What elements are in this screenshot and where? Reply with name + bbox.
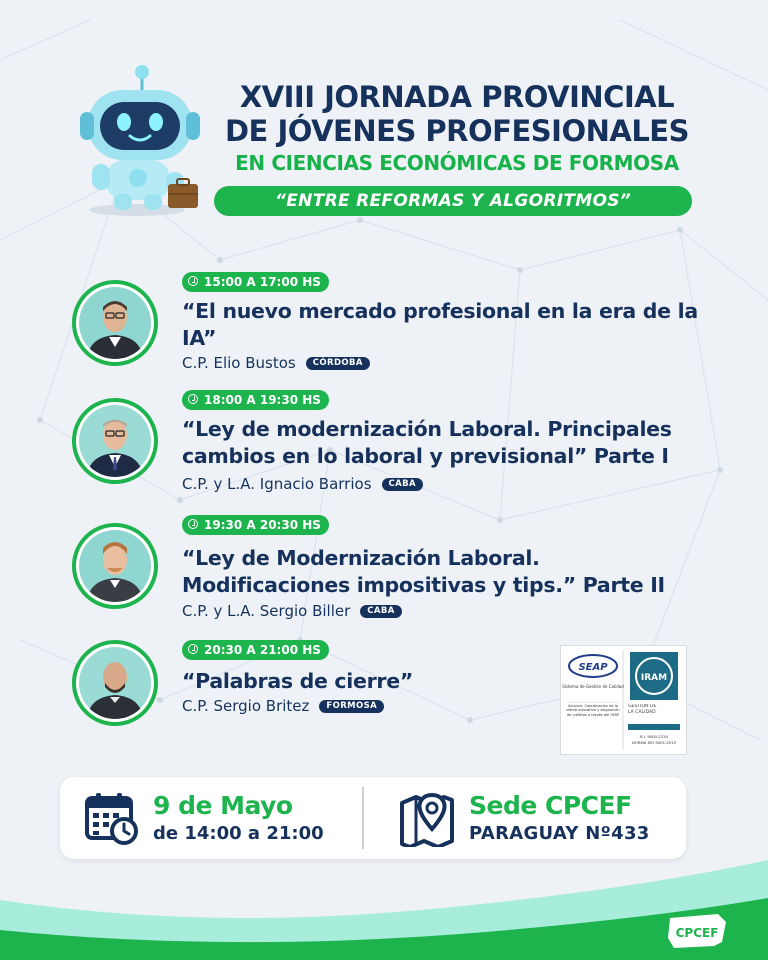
speaker-name: C.P. y L.A. Ignacio Barrios bbox=[182, 475, 372, 493]
bottom-wave-decoration bbox=[0, 860, 768, 960]
event-slogan-banner: “ENTRE REFORMAS Y ALGORITMOS” bbox=[214, 186, 692, 216]
speaker-photo bbox=[72, 523, 158, 609]
talk-time-badge bbox=[182, 390, 329, 410]
iram-caption: GESTION DE LA CALIDAD bbox=[628, 704, 657, 715]
calendar-clock-icon bbox=[84, 791, 140, 847]
talk-title: “El nuevo mercado profesional en la era de la IA” bbox=[182, 299, 698, 350]
talk-time: 18:00 A 19:30 HS bbox=[204, 393, 321, 407]
speaker-photo bbox=[72, 398, 158, 484]
talk-speaker-line bbox=[182, 697, 384, 715]
event-title-block bbox=[212, 80, 702, 176]
speaker-portrait-icon bbox=[79, 287, 151, 359]
iram-norm: NORMA ISO 9001:2015 bbox=[632, 740, 676, 745]
talk-time: 19:30 A 20:30 HS bbox=[204, 518, 321, 532]
speaker-location-badge: FORMOSA bbox=[319, 700, 384, 713]
event-hours: de 14:00 a 21:00 bbox=[153, 823, 324, 844]
talk-speaker-line bbox=[182, 354, 370, 372]
speaker-portrait-icon bbox=[79, 647, 151, 719]
clock-icon bbox=[188, 394, 198, 404]
iram-logo-text: IRAM bbox=[640, 673, 668, 683]
speaker-photo bbox=[72, 280, 158, 366]
event-subtitle: EN CIENCIAS ECONÓMICAS DE FORMOSA bbox=[235, 151, 679, 175]
seap-logo-text: SEAP bbox=[578, 662, 608, 673]
event-address: PARAGUAY Nº433 bbox=[469, 823, 650, 844]
clock-icon bbox=[188, 644, 198, 654]
clock-icon bbox=[188, 519, 198, 529]
talk-item bbox=[72, 268, 712, 372]
cpcef-logo-text: CPCEF bbox=[675, 926, 719, 940]
talk-title: “Ley de modernización Laboral. Principales cambios en lo laboral y previsional” Parte I bbox=[182, 417, 672, 468]
speaker-portrait-icon bbox=[79, 405, 151, 477]
talk-time-badge bbox=[182, 515, 329, 535]
speaker-location-badge: CABA bbox=[382, 478, 423, 491]
iram-cert-number: R.I. 9000-2234 bbox=[640, 734, 668, 739]
speaker-name: C.P. Sergio Britez bbox=[182, 697, 310, 715]
event-title-line-2: DE JÓVENES PROFESIONALES bbox=[224, 114, 690, 148]
speaker-location-badge: CABA bbox=[360, 605, 401, 618]
info-divider bbox=[362, 787, 364, 849]
event-info-bar bbox=[60, 777, 686, 859]
speaker-name: C.P. Elio Bustos bbox=[182, 354, 296, 372]
seap-caption: Sistema de Gestión de Calidad bbox=[562, 684, 624, 689]
talk-time-badge bbox=[182, 640, 329, 660]
talk-title: “Palabras de cierre” bbox=[182, 669, 413, 693]
speaker-location-badge: CÓRDOBA bbox=[306, 357, 370, 370]
speaker-photo bbox=[72, 640, 158, 726]
event-date: 9 de Mayo bbox=[153, 791, 293, 820]
talk-title: “Ley de Modernización Laboral. Modificaciones impositivas y tips.” Parte II bbox=[182, 546, 665, 597]
talk-time: 15:00 A 17:00 HS bbox=[204, 275, 321, 289]
talk-item bbox=[72, 390, 712, 493]
robot-mascot-illustration bbox=[72, 60, 202, 220]
quality-certification-logos bbox=[560, 645, 687, 755]
certification-seals-icon bbox=[561, 646, 686, 754]
talk-speaker-line bbox=[182, 602, 402, 620]
event-title-line-1: XVIII JORNADA PROVINCIAL bbox=[239, 80, 675, 114]
clock-icon bbox=[188, 276, 198, 286]
cpcef-logo bbox=[664, 912, 730, 950]
seap-scope-text: Alcance: Coordinación de la oferta educativa y asignación de créditos a través del SFAP bbox=[566, 704, 620, 717]
talk-time: 20:30 A 21:00 HS bbox=[204, 643, 321, 657]
speaker-portrait-icon bbox=[79, 530, 151, 602]
talk-item bbox=[72, 515, 712, 620]
map-location-icon bbox=[398, 791, 456, 847]
talk-speaker-line bbox=[182, 475, 423, 493]
speaker-name: C.P. y L.A. Sergio Biller bbox=[182, 602, 351, 620]
talk-time-badge bbox=[182, 272, 329, 292]
event-venue: Sede CPCEF bbox=[469, 791, 632, 820]
